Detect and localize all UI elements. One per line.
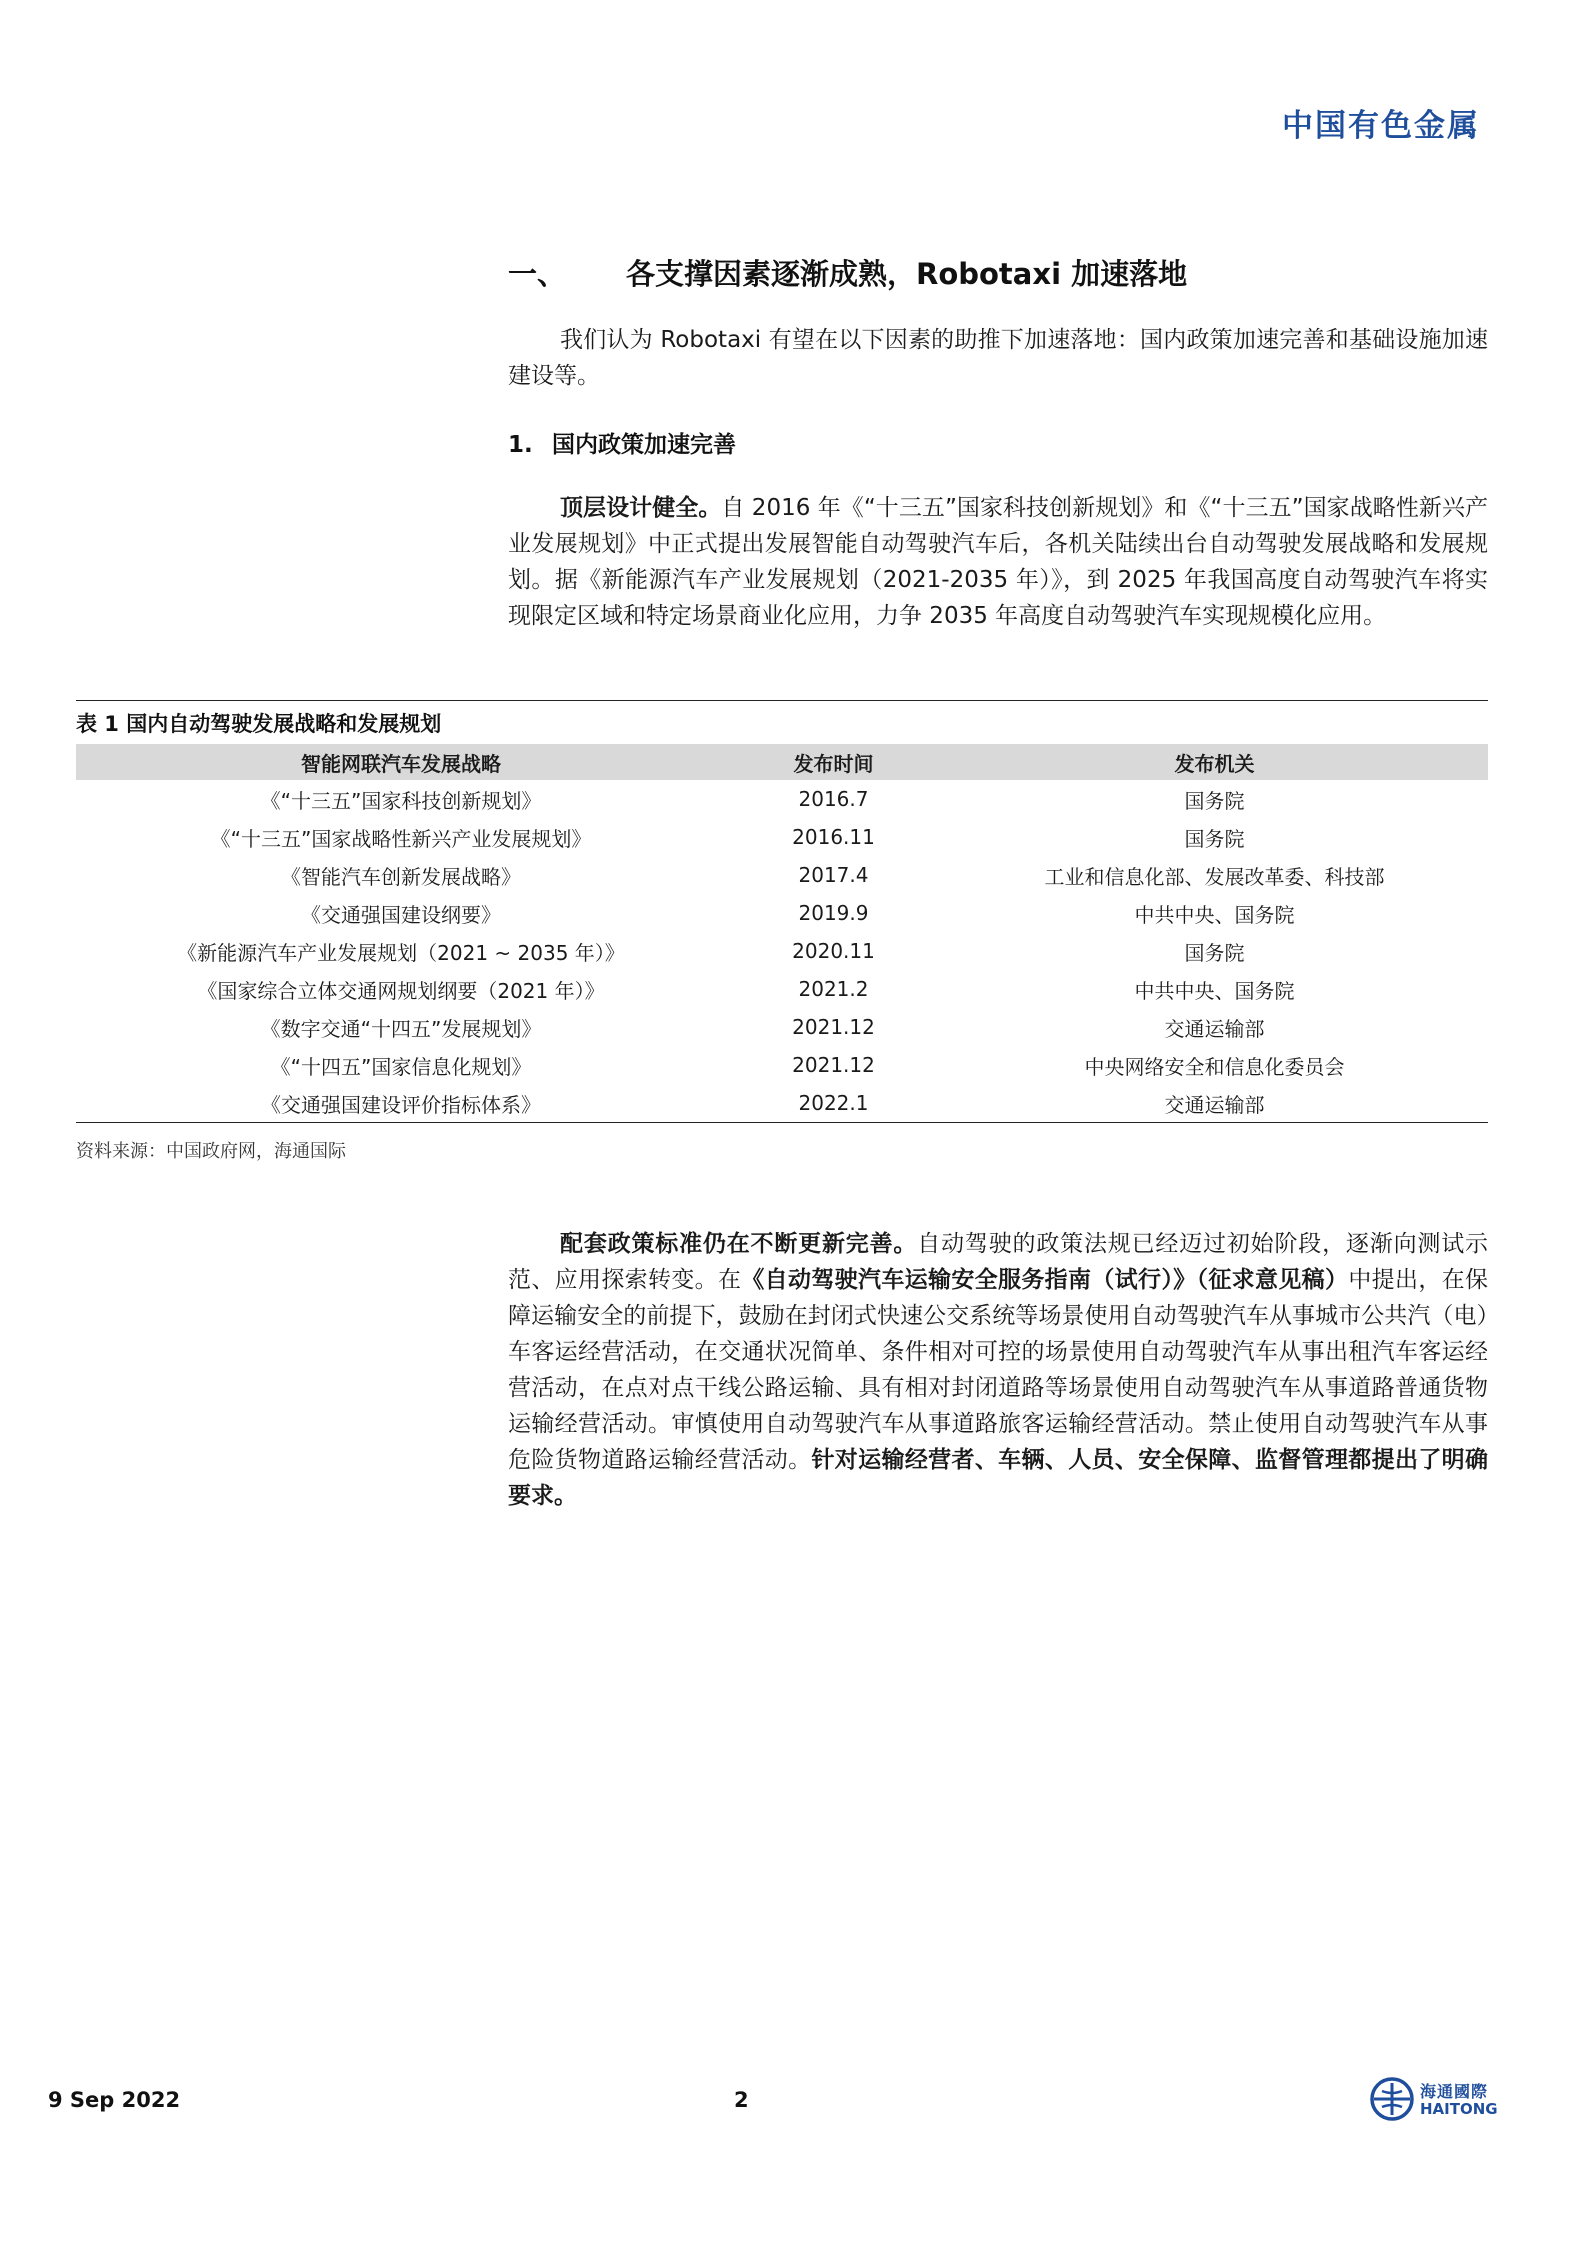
logo-text-cn: 海通國際 <box>1420 2082 1489 2101</box>
cell-authority: 交通运输部 <box>941 1084 1488 1123</box>
paragraph-body: 中提出，在保障运输安全的前提下，鼓励在封闭式快速公交系统等场景使用自动驾驶汽车从事城市公共汽（电）车客运经营活动，在交通状况简单、条件相对可控的场景使用自动驾驶汽车从事出租汽车客运经营活动，在点对点干线公路运输、具有相对封闭道路等场景使用自动驾驶汽车从事道路普通货物运输经营活动。审慎使用自动驾驶汽车从事道路旅客运输经营活动。禁止使用自动驾驶汽车从事危险货物道路运输经营活动。 <box>508 1267 1489 1473</box>
header-date: 发布时间 <box>793 751 874 776</box>
cell-date: 2022.1 <box>726 1084 941 1123</box>
table-row <box>76 1084 1488 1123</box>
cell-strategy: 《“十四五”国家信息化规划》 <box>270 1054 532 1079</box>
paragraph-body: 自 2016 年《“十三五”国家科技创新规划》和《“十三五”国家战略性新兴产业发展规划》中正式提出发展智能自动驾驶汽车后，各机关陆续出台自动驾驶发展战略和发展规划。据《新能源汽车产业发展规划（2021-2035 年）》，到 2025 年我国高度自动驾驶汽车将实现限定区域和特定场景商业化应用，力争 2035 年高度自动驾驶汽车实现规模化应用。 <box>508 495 1488 629</box>
cell-date: 2019.9 <box>798 901 869 925</box>
haitong-logo-icon <box>1370 2077 1414 2121</box>
cell-authority: 中央网络安全和信息化委员会 <box>1084 1054 1345 1079</box>
top-level-design-paragraph <box>508 490 1488 634</box>
logo-text-en: HAITONG <box>1420 2100 1498 2118</box>
cell-authority: 国务院 <box>1184 940 1245 965</box>
paragraph-conclusion: 针对运输经营者、车辆、人员、安全保障、监督管理都提出了明确要求。 <box>508 1447 1489 1509</box>
cell-date: 2021.2 <box>798 977 869 1001</box>
cell-date: 2020.11 <box>792 939 875 963</box>
table-top-rule <box>76 700 1488 701</box>
cell-authority: 国务院 <box>1184 826 1245 851</box>
footer-date: 9 Sep 2022 <box>48 2088 181 2112</box>
cell-date: 2021.12 <box>792 1015 875 1039</box>
table-row <box>76 818 1488 856</box>
cell-strategy: 《交通强国建设纲要》 <box>301 902 501 927</box>
haitong-logo <box>1370 2073 1500 2125</box>
table-header-row <box>76 744 1488 780</box>
cell-authority: 中共中央、国务院 <box>1134 978 1295 1003</box>
policy-table <box>76 744 1488 1123</box>
cell-strategy: 《国家综合立体交通网规划纲要（2021 年）》 <box>197 978 605 1003</box>
cell-strategy: 《智能汽车创新发展战略》 <box>281 864 521 889</box>
subsection-number: 1. <box>508 432 533 458</box>
paragraph-lead: 顶层设计健全。 <box>560 495 722 521</box>
standards-paragraph <box>508 1226 1488 1514</box>
table-row <box>76 1046 1488 1084</box>
cell-strategy: 《新能源汽车产业发展规划（2021 ~ 2035 年）》 <box>177 940 625 965</box>
cell-strategy: 《“十三五”国家战略性新兴产业发展规划》 <box>210 826 592 851</box>
table-row <box>76 970 1488 1008</box>
header-authority: 发布机关 <box>1174 751 1255 776</box>
cell-date: 2017.4 <box>798 863 869 887</box>
page-number: 2 <box>734 2088 749 2112</box>
cell-date: 2016.11 <box>792 825 875 849</box>
cell-authority: 交通运输部 <box>1164 1016 1265 1041</box>
section-number: 一、 <box>508 257 567 291</box>
cell-authority: 国务院 <box>1184 788 1245 813</box>
cell-date: 2021.12 <box>792 1053 875 1077</box>
table-row <box>76 894 1488 932</box>
table-row <box>76 932 1488 970</box>
table-source: 资料来源：中国政府网，海通国际 <box>76 1141 346 1162</box>
cell-authority: 中共中央、国务院 <box>1134 902 1295 927</box>
section-title <box>508 252 1488 293</box>
subsection-title <box>508 426 736 459</box>
paragraph-lead: 配套政策标准仍在不断更新完善。 <box>560 1231 918 1257</box>
cell-authority: 工业和信息化部、发展改革委、科技部 <box>1044 864 1385 889</box>
cell-strategy: 《“十三五”国家科技创新规划》 <box>260 788 542 813</box>
cell-strategy: 《交通强国建设评价指标体系》 <box>76 1084 726 1123</box>
section-title-text: 各支撑因素逐渐成熟，Robotaxi 加速落地 <box>626 257 1188 291</box>
subsection-title-text: 国内政策加速完善 <box>552 432 736 458</box>
header-strategy: 智能网联汽车发展战略 <box>301 751 501 776</box>
header-title: 中国有色金属 <box>1282 108 1480 144</box>
cell-strategy: 《数字交通“十四五”发展规划》 <box>260 1016 542 1041</box>
table-row <box>76 1008 1488 1046</box>
paragraph-body: 自动驾驶的政策法规已经迈过初始阶段，逐渐向测试示范、应用探索转变。在 <box>508 1231 1489 1293</box>
cell-date: 2016.7 <box>798 787 869 811</box>
table-row <box>76 856 1488 894</box>
table-caption: 表 1 国内自动驾驶发展战略和发展规划 <box>76 712 442 736</box>
table-row <box>76 780 1488 818</box>
intro-paragraph: 我们认为 Robotaxi 有望在以下因素的助推下加速落地：国内政策加速完善和基础设施加速建设等。 <box>508 327 1488 389</box>
document-title: 《自动驾驶汽车运输安全服务指南（试行）》（征求意见稿） <box>741 1267 1349 1293</box>
